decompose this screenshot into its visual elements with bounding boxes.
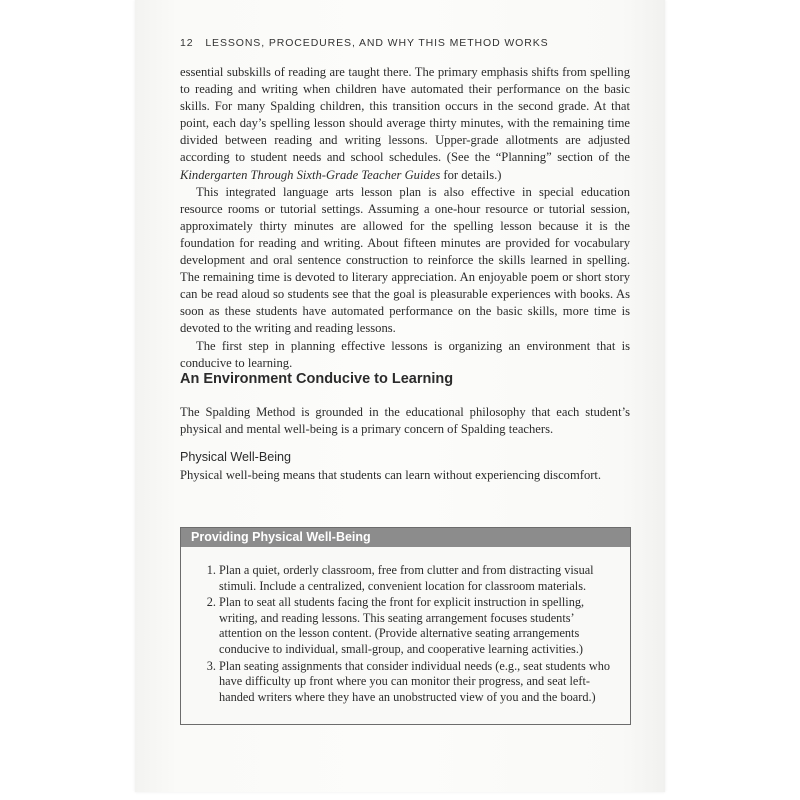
box-list [181,547,630,705]
list-item: 3. Plan seating assignments that consider individual needs (e.g., seat students who have difficulty up front where you can monitor their progress, and seat left-handed writers where they have an unobstructed view of you and the board.) [219,659,612,706]
guide-title: Kindergarten Through Sixth-Grade Teacher Guides [180,167,441,182]
subsection-text-body: Physical well-being means that students can learn without experiencing discomfort. [180,468,602,482]
section-heading: An Environment Conducive to Learning [180,371,454,387]
section-intro [180,404,630,438]
paragraph-1 [180,64,630,184]
page-number: 12 [180,37,194,49]
paragraph-3: The first step in planning effective lessons is organizing an environment that is conducive to learning. [180,338,630,370]
paragraph-2: This integrated language arts lesson plan is also effective in special education resource rooms or tutorial settings. Assuming a one-hour resource or tutorial session, approximately thirty minutes are allowed for the spelling lesson because it is the foundation for reading and writing. About fifteen minutes are provided for vocabulary development and oral sentence construction to reinforce the skills learned in spelling. The remaining time is devoted to literary appreciation. An enjoyable poem or short story can be read aloud so students see that the goal is pleasurable experiences with books. As soon as these students have automated performance on the basic skills, more time is devoted to the writing and reading lessons. [180,184,630,336]
list-item: 2. Plan to seat all students facing the front for explicit instruction in spelling, writing, and reading lessons. This seating arrangement focuses students’ attention on the lesson content. (Provide alternative seating arrangements conducive to individual, small-group, and cooperative learning activities.) [219,595,612,657]
paragraph-1-text: essential subskills of reading are taught there. The primary emphasis shifts from spelling to reading and writing when children have automated their performance on the basic skills. For many Spalding children, this transition occurs in the second grade. At that point, each day’s spelling lesson should average thirty minutes, with the remaining time divided between reading and writing lessons. Upper-grade allotments are adjusted according to student needs and school schedules. (See the “Planning” section of the [180,65,630,165]
subsection-text [180,467,630,484]
paragraph-1-text-end: for details.) [440,167,502,182]
body-text-top [180,64,630,372]
sidebar-box [180,527,631,725]
section-intro-text: The Spalding Method is grounded in the educational philosophy that each student’s physical and mental well-being is a primary concern of Spalding teachers. [180,405,630,437]
list-item: 1. Plan a quiet, orderly classroom, free from clutter and from distracting visual stimuli. Include a centralized, convenient location for classroom materials. [219,563,612,594]
subheading: Physical Well-Being [180,450,292,464]
running-title: LESSONS, PROCEDURES, AND WHY THIS METHOD WORKS [205,37,549,49]
box-title: Providing Physical Well-Being [181,528,630,547]
running-header [180,37,549,49]
